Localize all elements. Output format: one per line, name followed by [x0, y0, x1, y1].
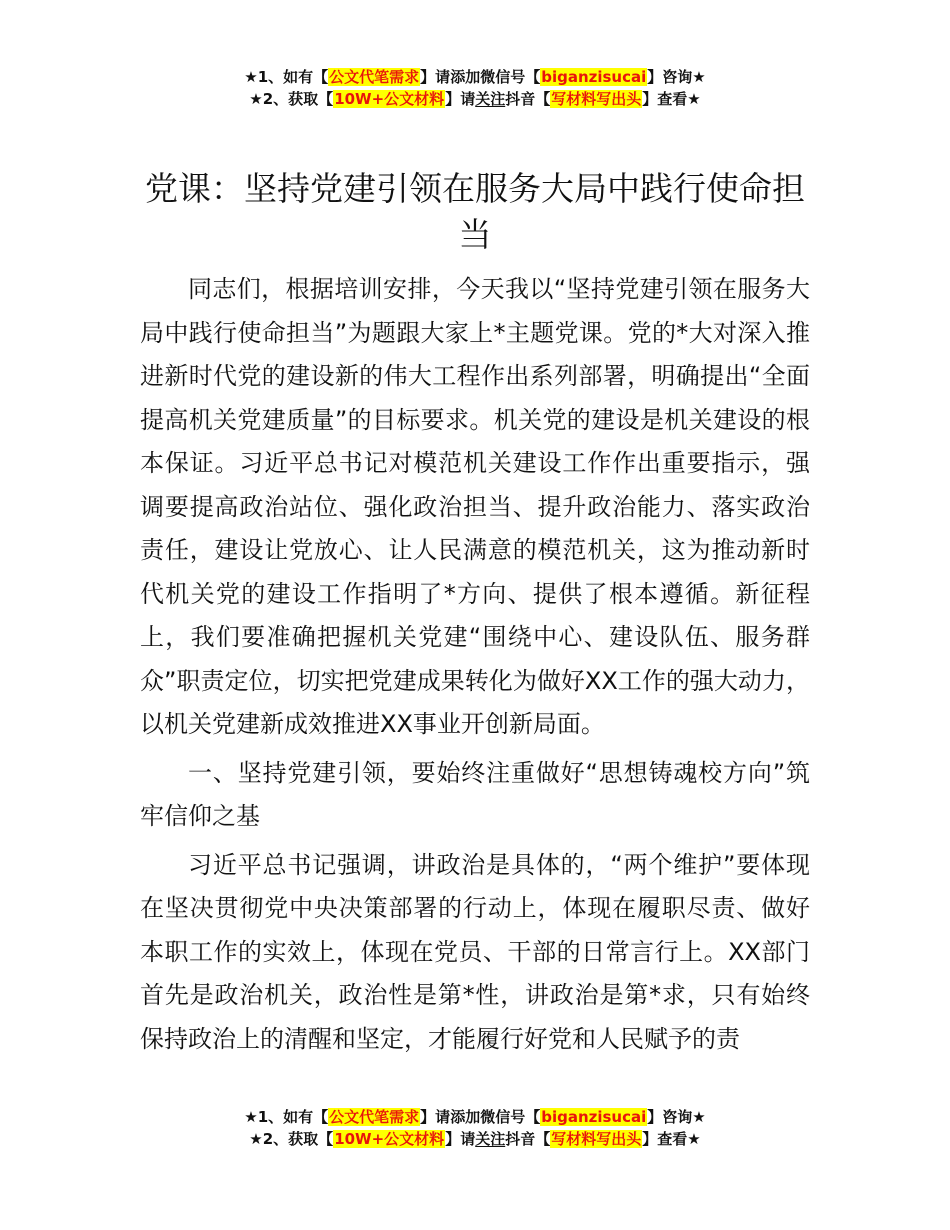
promo-text: 】请 [445, 1130, 476, 1148]
promo-text: ★2、获取【 [249, 90, 334, 108]
highlight-service: 公文代笔需求 [329, 1108, 420, 1126]
promo-text: 】请 [445, 90, 476, 108]
highlight-douyin-account: 写材料写出头 [551, 90, 642, 108]
promo-text: 】请 [420, 68, 451, 86]
section-heading: 一、坚持党建引领，要始终注重做好“思想铸魂校方向”筑牢信仰之基 [140, 758, 810, 830]
highlight-wechat-id: biganzisucai [541, 68, 647, 86]
body-paragraph: 同志们，根据培训安排，今天我以“坚持党建引领在服务大局中践行使命担当”为题跟大家上*主题党课。党的*大对深入推进新时代党的建设新的伟大工程作出系列部署，明确提出“全面提高机关党建质量”的目标要求。机关党的建设是机关建设的根本保证。习近平总书记对模范机关建设工作作出重要指示，强调要提高政治站位、强化政治担当、提升政治能力、落实政治责任，建设让党放心、让人民满意的模范机关，这为推动新时代机关党的建设工作指明了*方向、提供了根本遵循。新征程上，我们要准确把握机关党建“围绕中心、建设队伍、服务群众”职责定位，切实把党建成果转化为做好XX工作的强大动力，以机关党建新成效推进XX事业开创新局面。 [140, 275, 810, 738]
highlight-materials: 10W+公文材料 [334, 90, 445, 108]
document-body [140, 268, 810, 1066]
promo-line-2 [0, 88, 950, 110]
promo-text: 】查看★ [642, 1130, 701, 1148]
document-title: 党课：坚持党建引领在服务大局中践行使命担当 [145, 169, 805, 254]
promo-text: ★1、如有【 [244, 68, 329, 86]
promo-text: 】查看★ [642, 90, 701, 108]
promo-text: 微信号【 [480, 1108, 541, 1126]
promo-text-underlined: 关注 [475, 1130, 506, 1148]
promo-line-2 [0, 1128, 950, 1150]
promo-text: ★1、如有【 [244, 1108, 329, 1126]
promo-text: 抖音【 [505, 90, 551, 108]
promo-text-bold: 添加 [450, 68, 481, 86]
highlight-service: 公文代笔需求 [329, 68, 420, 86]
promo-line-1 [0, 66, 950, 88]
highlight-materials: 10W+公文材料 [334, 1130, 445, 1148]
promo-text: ★2、获取【 [249, 1130, 334, 1148]
promo-line-1 [0, 1106, 950, 1128]
promo-text: 】请 [420, 1108, 451, 1126]
promo-text: 】咨询★ [647, 68, 706, 86]
footer-promo-banner [0, 1106, 950, 1150]
highlight-douyin-account: 写材料写出头 [551, 1130, 642, 1148]
body-paragraph: 习近平总书记强调，讲政治是具体的，“两个维护”要体现在坚决贯彻党中央决策部署的行动上，体现在履职尽责、做好本职工作的实效上，体现在党员、干部的日常言行上。XX部门首先是政治机关，政治性是第*性，讲政治是第*求，只有始终保持政治上的清醒和坚定，才能履行好党和人民赋予的责 [140, 850, 810, 1053]
highlight-wechat-id: biganzisucai [541, 1108, 647, 1126]
promo-text-underlined: 关注 [475, 90, 506, 108]
promo-text: 微信号【 [480, 68, 541, 86]
header-promo-banner [0, 66, 950, 110]
promo-text: 抖音【 [505, 1130, 551, 1148]
promo-text-bold: 添加 [450, 1108, 481, 1126]
promo-text: 】咨询★ [647, 1108, 706, 1126]
